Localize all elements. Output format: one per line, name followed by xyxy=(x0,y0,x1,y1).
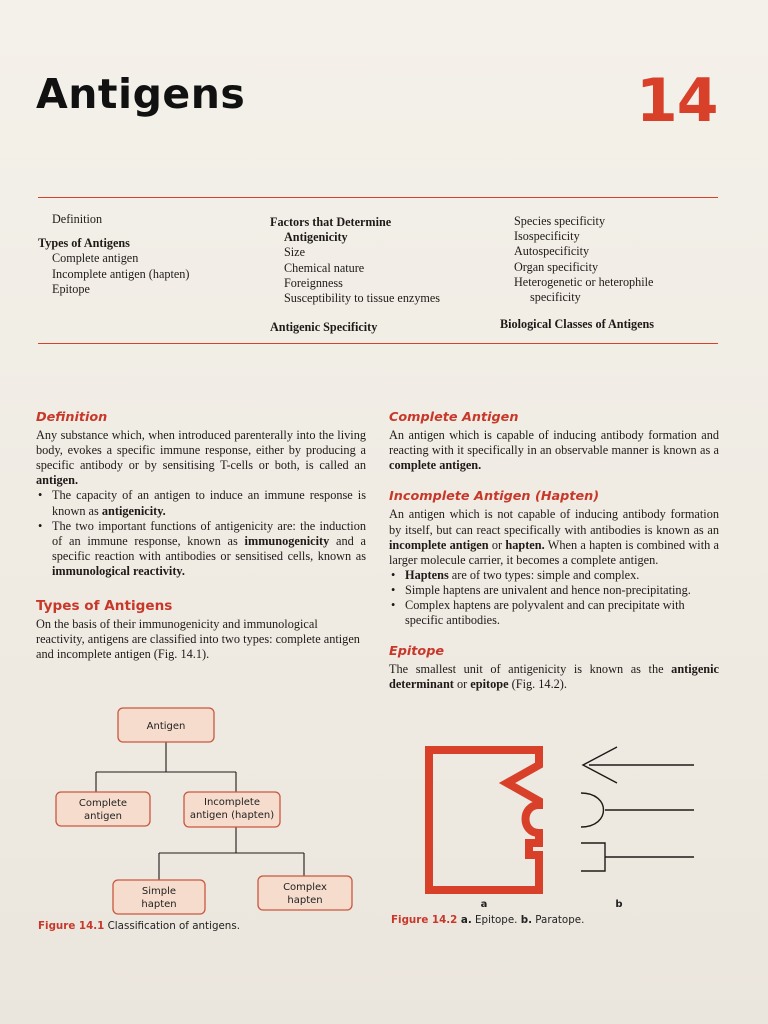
paratope-shapes xyxy=(581,747,694,871)
outline-item-cont: specificity xyxy=(530,290,581,305)
node-complete-antigen xyxy=(56,792,150,826)
list-item xyxy=(36,488,366,518)
outline-item: Organ specificity xyxy=(514,259,599,274)
figure-classification-diagram xyxy=(36,700,366,940)
definition-heading: Definition xyxy=(36,410,108,425)
paragraph-text: When a hapten is combined with a larger molecule carrier, it becomes a complete antigen. xyxy=(389,537,719,567)
bullet-term: immunological reactivity. xyxy=(52,563,185,578)
caption-part-label: b. xyxy=(520,914,533,926)
list-item: • Complex haptens are polyvalent and can precipitate with specific antibodies. xyxy=(389,598,719,628)
definition-text: Any substance which, when introduced parenterally into the living body, evokes a specific immune response, either by producing a specific antibody or by sensitising T-cells or both, is called an xyxy=(36,428,366,473)
node-label: antigen (hapten) xyxy=(189,810,275,821)
epitope-heading: Epitope xyxy=(389,644,445,660)
complete-antigen-heading: Complete Antigen xyxy=(389,410,519,425)
left-column xyxy=(36,410,366,662)
label-b: b xyxy=(615,899,623,910)
chapter-number: 14 xyxy=(636,66,718,136)
list-item xyxy=(36,519,366,579)
definition-paragraph xyxy=(36,428,366,488)
node-label: Complete xyxy=(78,798,128,809)
list-item: • Simple haptens are univalent and hence non-precipitating. xyxy=(389,583,719,598)
paragraph-term: epitope xyxy=(470,677,509,692)
bullet-text: The capacity of an antigen to induce an immune response is known as xyxy=(52,488,366,518)
node-label: hapten xyxy=(287,895,323,906)
outline-item: Species specificity xyxy=(514,214,606,228)
paragraph-text: An antigen which is capable of inducing antibody formation and reacting with it specifically in an observable manner is known as a xyxy=(389,428,719,458)
outline-item: Foreignness xyxy=(284,275,343,290)
types-heading: Types of Antigens xyxy=(36,598,173,615)
outline-item: Epitope xyxy=(52,281,90,296)
node-complex-hapten xyxy=(258,876,352,910)
paragraph-term: incomplete antigen xyxy=(389,537,489,552)
outline-item: Complete antigen xyxy=(52,251,139,266)
outline-item: Chemical nature xyxy=(284,260,365,275)
outline-column-3 xyxy=(500,214,720,332)
outline-types-heading: Types of Antigens xyxy=(38,236,130,251)
outline-bottom-rule xyxy=(38,343,718,344)
outline-item: Autospecificity xyxy=(514,244,590,259)
outline-factors-heading: Factors that Determine xyxy=(270,215,392,229)
paragraph-text: or xyxy=(488,537,506,552)
chapter-title: Antigens xyxy=(36,70,246,118)
outline-item: Size xyxy=(284,245,305,260)
caption-part-label: a. xyxy=(457,914,472,926)
bullet-text: are of two types: simple and complex. xyxy=(448,567,640,582)
figure-1-caption xyxy=(38,920,240,932)
outline-column-2 xyxy=(270,215,485,335)
incomplete-antigen-paragraph xyxy=(389,507,719,567)
label-a: a xyxy=(480,899,488,910)
outline-item: Incomplete antigen (hapten) xyxy=(52,266,190,281)
node-label: Antigen xyxy=(146,721,186,732)
caption-label: Figure 14.2 xyxy=(391,914,458,926)
bullet-text: and a specific reaction with antibodies or sensitised cells, known as xyxy=(52,533,366,563)
paragraph-text: The smallest unit of antigenicity is known as the xyxy=(389,662,672,677)
bullet-text: The two important functions of antigenicity are: the induction of an immune response, known as xyxy=(52,518,366,548)
outline-item: Susceptibility to tissue enzymes xyxy=(284,291,441,306)
node-label: Simple xyxy=(141,886,177,897)
node-label: Complex xyxy=(283,882,327,893)
caption-text: Classification of antigens. xyxy=(104,920,240,932)
paragraph-term: antigenic determinant xyxy=(389,662,719,692)
bullet-term: antigenicity. xyxy=(101,503,166,518)
paragraph-text: (Fig. 14.2). xyxy=(508,677,567,692)
incomplete-antigen-heading: Incomplete Antigen (Hapten) xyxy=(389,489,600,505)
list-item xyxy=(389,568,719,583)
outline-factors-heading-cont: Antigenicity xyxy=(284,230,348,245)
bullet-term: immunogenicity xyxy=(244,533,330,548)
outline-column-1 xyxy=(38,212,258,297)
right-column xyxy=(389,410,719,693)
hapten-bullets xyxy=(389,568,719,628)
epitope-paragraph xyxy=(389,662,719,692)
caption-text: Paratope. xyxy=(532,914,585,926)
bullet-term: Haptens xyxy=(405,567,449,582)
caption-text: Epitope. xyxy=(471,914,521,926)
paragraph-text: An antigen which is not capable of inducing antibody formation by itself, but can react specifically with antibodies is known as an xyxy=(389,507,719,537)
paragraph-term: complete antigen. xyxy=(389,458,482,473)
outline-item: Isospecificity xyxy=(514,229,580,244)
paragraph-term: hapten. xyxy=(505,537,545,552)
paragraph-text: or xyxy=(453,677,471,692)
node-label: Incomplete xyxy=(204,797,260,808)
node-simple-hapten xyxy=(113,880,205,914)
figure-epitope-paratope-diagram xyxy=(389,735,719,935)
outline-item: Heterogenetic or heterophile xyxy=(514,274,654,289)
outline-definition: Definition xyxy=(52,212,103,226)
outline-top-rule xyxy=(38,197,718,198)
definition-bullets xyxy=(36,488,366,579)
node-label: hapten xyxy=(141,899,177,910)
node-antigen xyxy=(118,708,214,742)
node-label: antigen xyxy=(83,811,123,822)
caption-label: Figure 14.1 xyxy=(38,920,105,932)
outline-classes-heading: Biological Classes of Antigens xyxy=(500,317,655,332)
outline-specificity-heading: Antigenic Specificity xyxy=(270,320,378,335)
complete-antigen-paragraph xyxy=(389,428,719,473)
figure-2-caption xyxy=(391,914,584,926)
definition-term: antigen. xyxy=(36,473,79,488)
types-paragraph: On the basis of their immunogenicity and immunological reactivity, antigens are classified into two types: complete antigen and incomplete antigen (Fig. 14.1). xyxy=(36,617,360,662)
epitope-antigen-shape xyxy=(429,750,539,890)
node-incomplete-antigen xyxy=(184,792,280,827)
